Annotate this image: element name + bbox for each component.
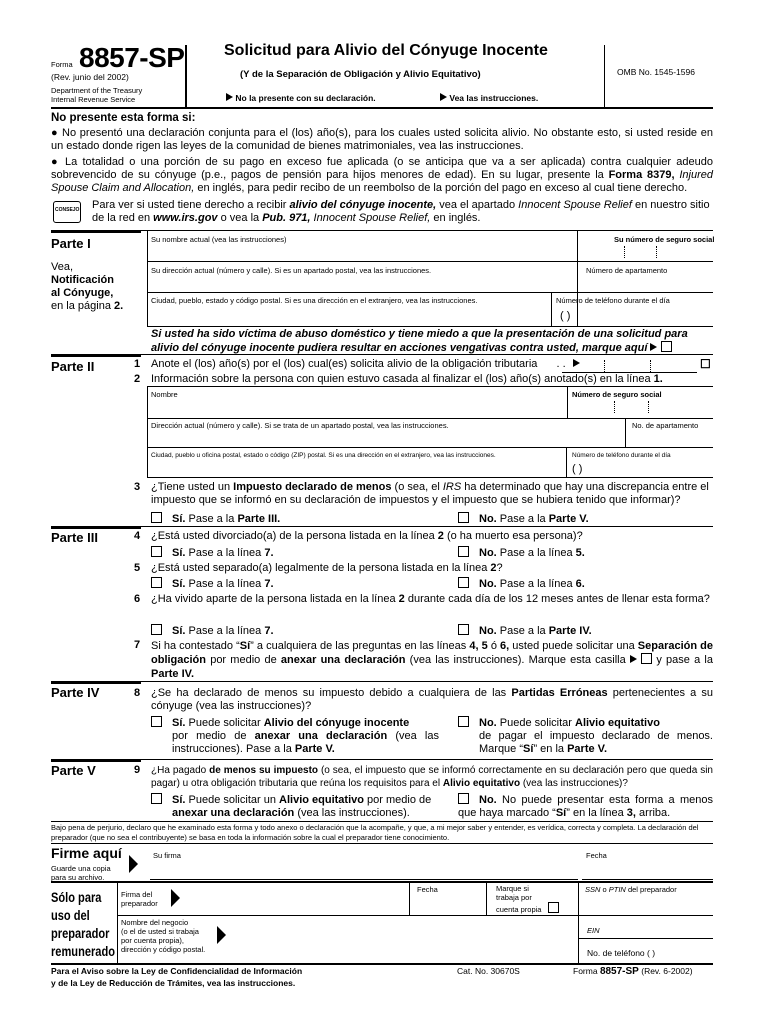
q9-no-checkbox[interactable] [458,793,469,804]
self-employed-label: Marque si trabaja por cuenta propia [496,884,559,914]
q4-yes-option[interactable]: Sí. Pase a la línea 7. [151,546,274,560]
q9-no-option[interactable]: No. No puede presentar esta forma a menos que haya marcado “Sí” en la línea 3, arriba. [458,794,713,819]
business-name-input[interactable] [230,918,578,960]
form-number: 8857-SP [79,42,185,73]
question-6: ¿Ha vivido aparte de la persona listada en la línea 2 durante cada día de los 12 meses antes de llenar esta forma? [151,593,710,605]
apt-input[interactable] [580,276,712,292]
line-number: 3 [134,481,141,493]
q9-yes-checkbox[interactable] [151,793,162,804]
preparer-signature-label-2: preparador [121,899,158,908]
spouse-apt-label: No. de apartamento [632,421,699,430]
q5-yes-option[interactable]: Sí. Pase a la línea 7. [151,577,274,591]
tip-badge: CONSEJO [53,201,81,223]
q8-no-checkbox[interactable] [458,716,469,727]
name-label: Su nombre actual (vea las instrucciones) [151,235,287,244]
line-number: 5 [134,562,141,574]
line-number: 9 [134,764,141,776]
q5-yes-checkbox[interactable] [151,577,162,588]
apt-label: Número de apartamento [586,266,668,275]
line-1-text: Anote el (los) año(s) por el (los) cual(es) solicita alivio de la obligación tributaria . . [151,358,580,371]
q8-yes-checkbox[interactable] [151,716,162,727]
date-label: Fecha [586,851,607,860]
line-number: 1 [134,358,141,370]
q7-checkbox[interactable] [641,653,652,664]
sign-here-title: Firme aquí [51,845,122,861]
line-number: 8 [134,687,141,699]
keep-copy-note-2: para su archivo. [51,873,105,882]
line-number: 2 [134,373,141,385]
self-employed-checkbox[interactable] [548,902,559,913]
question-7: Si ha contestado “Sí” a cualquiera de las preguntas en las líneas 4, 5 ó 6, usted puede solicitar una Separación de obligación por medio de anexar una declaración (vea las instrucciones). Marque esta casilla y pase a la Parte IV. [151,640,714,680]
part-1-note: Vea, Notificación al Cónyuge, en la página 2. [51,261,124,312]
q6-no-option[interactable]: No. Pase a la Parte IV. [458,624,592,638]
city-label: Ciudad, pueblo, estado y código postal. Si es una dirección en el extranjero, vea las instrucciones. [151,296,478,305]
address-input[interactable] [150,276,574,292]
spouse-address-input[interactable] [150,430,620,445]
spouse-phone-input[interactable]: ( ) [572,463,583,475]
q5-no-checkbox[interactable] [458,577,469,588]
name-input[interactable] [150,244,574,260]
department: Department of the Treasury [51,86,143,95]
arrow-icon [630,655,637,663]
line-2-text: Información sobre la persona con quien estuvo casada al finalizar el (los) año(s) anotado(s) en la línea 1. [151,373,663,385]
paid-preparer-title: Sólo para uso del preparador remunerado [51,890,115,959]
part-5-label: Parte V [51,763,96,778]
question-9: ¿Ha pagado de menos su impuesto (o sea, el impuesto que se informó correctamente en su declaración pero que queda sin pagar) u otra obligación tributaria que reúna los requisitos para el Alivio equitativo (vea las instrucciones)? [151,765,713,789]
preparer-date-label: Fecha [417,885,438,894]
line-number: 4 [134,530,141,542]
q4-no-checkbox[interactable] [458,546,469,557]
catalog-number: Cat. No. 30670S [457,966,520,976]
phone-input[interactable]: ( ) [560,310,571,322]
tax-years-input[interactable] [562,359,697,373]
city-input[interactable] [150,306,548,324]
abuse-checkbox[interactable] [661,341,672,352]
spouse-name-input[interactable] [150,399,564,415]
preparer-phone-label[interactable]: No. de teléfono ( ) [587,948,656,958]
business-name-label: Nombre del negocio (o el de usted si trabaja por cuenta propia), dirección y código postal. [121,918,206,954]
line-number: 7 [134,639,141,651]
arrow-icon [171,889,180,907]
spouse-address-label: Dirección actual (número y calle). Si se trata de un apartado postal, vea las instrucciones. [151,421,449,430]
question-8: ¿Se ha declarado de menos su impuesto debido a cualquiera de las Partidas Erróneas pertenecientes a su cónyuge (vea las instrucciones)? [151,687,713,712]
spouse-city-label: Ciudad, pueblo u oficina postal, estado o código (ZIP) postal. Si es una dirección en el extranjero, vea las instrucciones. [151,452,496,459]
privacy-notice: Para el Aviso sobre la Ley de Confidencialidad de Información [51,966,303,976]
q6-yes-checkbox[interactable] [151,624,162,635]
form-title: Solicitud para Alivio del Cónyuge Inocente [224,42,548,59]
intro-bullet-2: ● La totalidad o una porción de su pago en exceso fue aplicada (o se anticipa que va a ser aplicada) contra cualquier adeudo sobrevencido de su cónyuge (p.e., pagos de pensión para hijos menores de edad). En su lugar, presente la Forma 8379, Injured Spouse Claim and Allocation, en inglés, para pedir recibo de un reembolso de la porción del pago en exceso al cual tiene derecho. [51,156,713,194]
q6-yes-option[interactable]: Sí. Pase a la línea 7. [151,624,274,638]
part-2-label: Parte II [51,359,95,374]
spouse-phone-label: Número de teléfono durante el día [572,452,671,459]
paperwork-notice: y de la Ley de Reducción de Trámites, vea las instrucciones. [51,978,296,988]
date-input[interactable] [582,861,713,880]
preparer-ssn-label: SSN o PTIN del preparador [585,885,677,894]
intro-heading: No presente esta forma si: [51,112,196,124]
instructions-note: Vea las instrucciones. [440,93,538,103]
abuse-note: Si usted ha sido víctima de abuso doméstico y tiene miedo a que la presentación de una solicitud para alivio del cónyuge inocente pudiera resultar en acciones vengativas contra usted, marque aquí [151,328,688,354]
signature-label: Su firma [153,851,181,860]
q5-no-option[interactable]: No. Pase a la línea 6. [458,577,585,591]
perjury-statement: Bajo pena de perjurio, declaro que he examinado esta forma y todo anexo o declaración que la acompañe, y que, a mi mejor saber y entender, es verídica, correcta y completa. La declaración del preparador (que no sea el contribuyente) se basa en toda la información sobre la cual el preparador tiene conocimiento. [51,823,699,842]
signature-input[interactable] [150,861,578,880]
q3-no-option[interactable]: No. Pase a la Parte V. [458,512,589,526]
spouse-city-input[interactable] [150,462,562,476]
revision-date: (Rev. junio del 2002) [51,72,129,82]
preparer-signature-input[interactable] [183,886,408,912]
q3-yes-checkbox[interactable] [151,512,162,523]
agency: Internal Revenue Service [51,95,136,104]
q4-no-option[interactable]: No. Pase a la línea 5. [458,546,585,560]
preparer-ssn-input[interactable] [582,895,713,913]
q9-yes-option[interactable]: Sí. Puede solicitar un Alivio equitativo por medio de anexar una declaración (vea las instrucciones). [151,793,447,820]
arrow-icon [217,926,226,944]
q3-yes-option[interactable]: Sí. Pase a la Parte III. [151,512,280,526]
form-subtitle: (Y de la Separación de Obligación y Alivio Equitativo) [240,69,481,80]
line-number: 6 [134,593,141,605]
footer-form-id: Forma 8857-SP (Rev. 6-2002) [573,966,693,977]
ein-label: EIN [587,926,600,935]
question-3: ¿Tiene usted un Impuesto declarado de menos (o sea, el IRS ha determinado que hay una discrepancia entre el impuesto que se informó en su declaración de impuestos y el impuesto que se hubiera tenido que informar)? [151,481,709,506]
q8-yes-option[interactable]: Sí. Puede solicitar Alivio del cónyuge inocente por medio de anexar una declaración (vea las instrucciones). Pase a la Parte V. [151,716,439,756]
q4-yes-checkbox[interactable] [151,546,162,557]
filing-note: No la presente con su declaración. [226,93,376,103]
q6-no-checkbox[interactable] [458,624,469,635]
phone-label: Número de teléfono durante el día [556,296,670,305]
forma-label: Forma [51,60,73,69]
q3-no-checkbox[interactable] [458,512,469,523]
arrow-icon [440,93,447,101]
preparer-signature-label: Firma del [121,890,153,899]
spouse-ssn-input[interactable] [570,399,712,415]
question-5: ¿Está usted separado(a) legalmente de la persona listada en la línea 2? [151,562,503,574]
tip-text: Para ver si usted tiene derecho a recibir alivio del cónyuge inocente, vea el apartado Innocent Spouse Relief en nuestro sitio de la red en www.irs.gov o vea la Pub. 971, Innocent Spouse Relief, en inglés. [92,199,710,224]
part-1-label: Parte I [51,236,91,251]
q8-no-option[interactable]: No. Puede solicitar Alivio equitativo de pagar el impuesto declarado de menos. Marque “Sí” en la Parte V. [458,716,713,756]
spouse-name-label: Nombre [151,390,178,399]
keep-copy-note: Guarde una copia [51,864,111,873]
part-3-label: Parte III [51,530,98,545]
checkbox-icon[interactable]: ☐ [700,357,711,371]
intro-bullet-1: ● No presentó una declaración conjunta para el (los) año(s), para los cuales usted solicita alivio. No obstante esto, si usted reside en un estado donde rigen las leyes de la comunidad de bienes matrimoniales, vea las instrucciones. [51,127,714,152]
part-4-label: Parte IV [51,685,100,700]
arrow-icon [129,855,138,873]
omb-number: OMB No. 1545-1596 [617,67,695,77]
arrow-icon [226,93,233,101]
arrow-icon [650,343,657,351]
address-label: Su dirección actual (número y calle). Si es un apartado postal, vea las instrucciones. [151,266,432,275]
question-4: ¿Está usted divorciado(a) de la persona listada en la línea 2 (o ha muerto esa persona)? [151,530,583,542]
ssn-input[interactable] [580,244,712,260]
ssn-label: Su número de seguro social [614,235,715,244]
spouse-ssn-label: Número de seguro social [572,390,662,399]
